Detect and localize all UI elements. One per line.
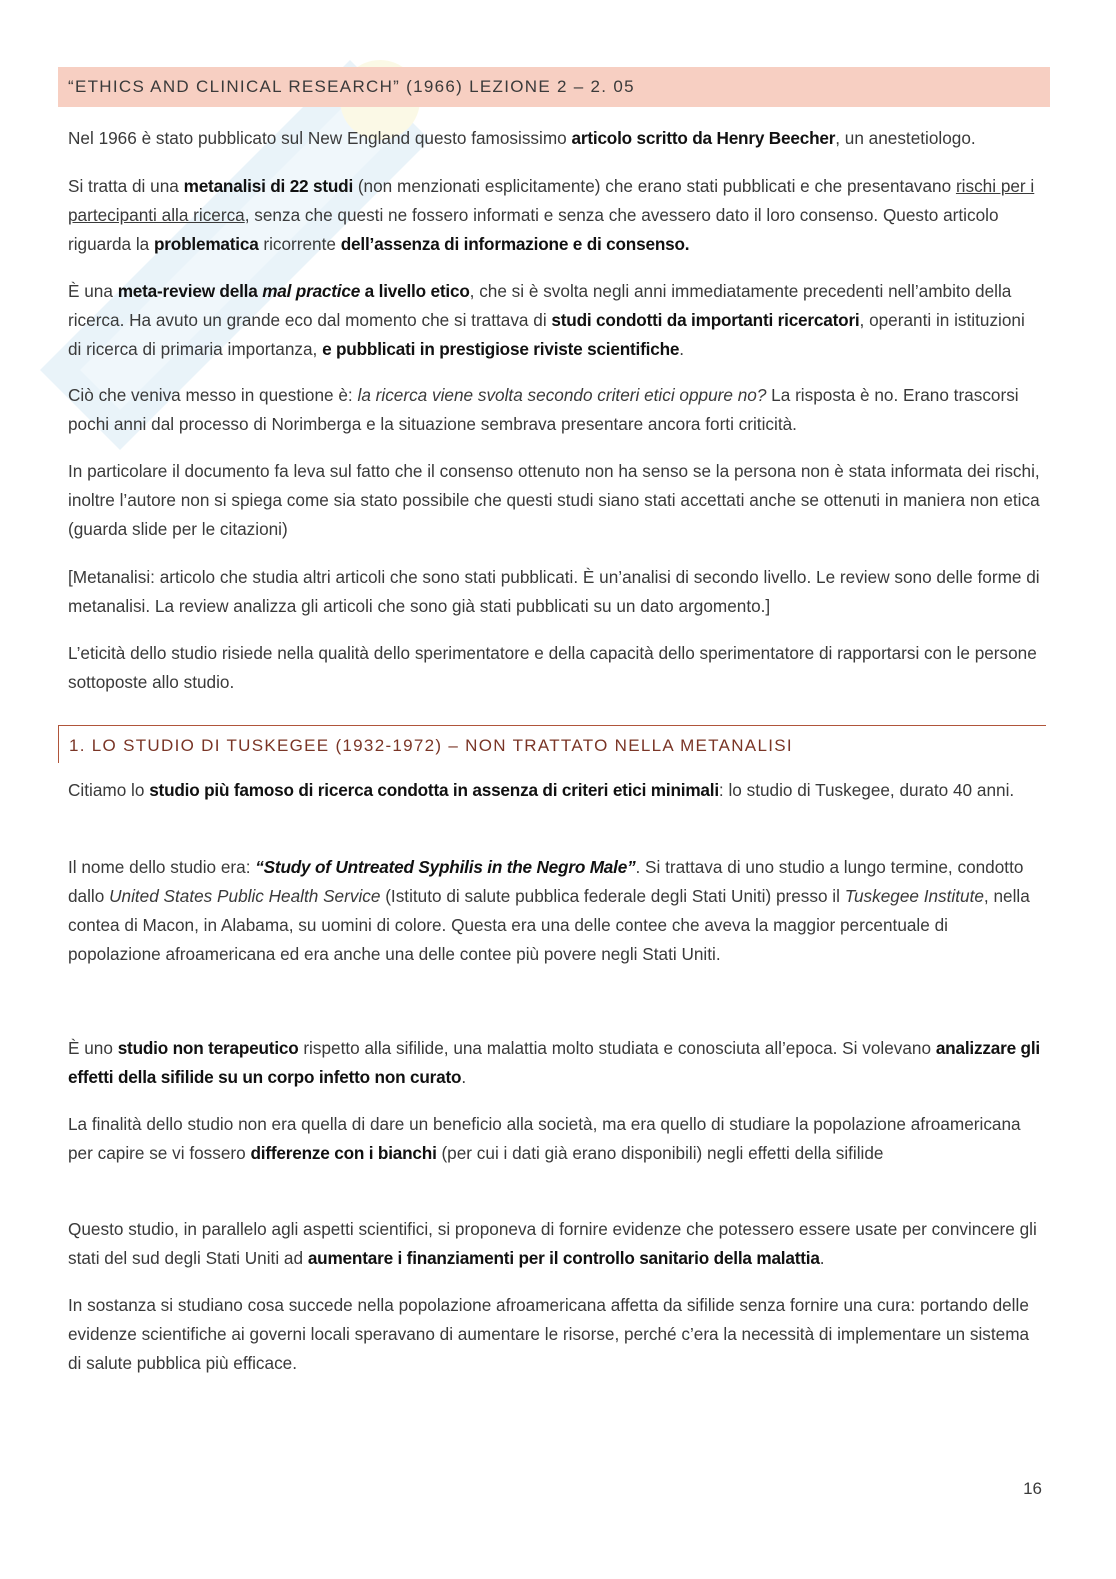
paragraph: [Metanalisi: articolo che studia altri articoli che sono stati pubblicati. È un’analisi di secondo livello. Le review sono delle forme di metanalisi. La review analizza gli articoli che sono già stati pubblicati su un dato argomento.] xyxy=(68,567,1040,616)
paragraph: È una meta-review della mal practice a livello etico, che si è svolta negli anni immediatamente precedenti nell’ambito della ricerca. Ha avuto un grande eco dal momento che si trattava di studi condotti da importanti ricercatori, operanti in istituzioni di ricerca di primaria importanza, e pubblicati in prestigiose riviste scientifiche. xyxy=(68,281,1025,359)
section-heading-ethics-clinical-research: “ETHICS AND CLINICAL RESEARCH” (1966) LEZIONE 2 – 2. 05 xyxy=(58,67,1050,107)
paragraph: Il nome dello studio era: “Study of Untreated Syphilis in the Negro Male”. Si trattava di uno studio a lungo termine, condotto dallo United States Public Health Service (Istituto di salute pubblica federale degli Stati Uniti) presso il Tuskegee Institute, nella contea di Macon, in Alabama, su uomini di colore. Questa era una delle contee che aveva la maggior percentuale di popolazione afroamericana ed era anche una delle contee più povere negli Stati Uniti. xyxy=(68,857,1030,964)
paragraph: Nel 1966 è stato pubblicato sul New England questo famosissimo articolo scritto da Henry Beecher, un anestetiologo. xyxy=(68,128,976,148)
paragraph: Citiamo lo studio più famoso di ricerca condotta in assenza di criteri etici minimali: lo studio di Tuskegee, durato 40 anni. xyxy=(68,780,1015,800)
paragraph: L’eticità dello studio risiede nella qualità dello sperimentatore e della capacità dello sperimentatore di rapportarsi con le persone sottoposte allo studio. xyxy=(68,643,1037,692)
paragraph: In sostanza si studiano cosa succede nella popolazione afroamericana affetta da sifilide senza fornire una cura: portando delle evidenze scientifiche ai governi locali speravano di aumentare le risorse, perché c’era la necessità di implementare un sistema di salute pubblica più efficace. xyxy=(68,1295,1030,1373)
paragraph: Questo studio, in parallelo agli aspetti scientifici, si proponeva di fornire evidenze che potessero essere usate per convincere gli stati del sud degli Stati Uniti ad aumentare i finanziamenti per il controllo sanitario della malattia. xyxy=(68,1219,1037,1268)
page-number: 16 xyxy=(1023,1479,1042,1498)
paragraph: La finalità dello studio non era quella di dare un beneficio alla società, ma era quello di studiare la popolazione afroamericana per capire se vi fossero differenze con i bianchi (per cui i dati già erano disponibili) negli effetti della sifilide xyxy=(68,1114,1021,1163)
paragraph: Ciò che veniva messo in questione è: la ricerca viene svolta secondo criteri etici oppure no? La risposta è no. Erano trascorsi pochi anni dal processo di Norimberga e la situazione sembrava presentare ancora forti criticità. xyxy=(68,385,1019,434)
paragraph: In particolare il documento fa leva sul fatto che il consenso ottenuto non ha senso se la persona non è stata informata dei rischi, inoltre l’autore non si spiega come sia stato possibile che questi studi siano stati accettati anche se ottenuti in maniera non etica (guarda slide per le citazioni) xyxy=(68,461,1040,539)
paragraph: Si tratta di una metanalisi di 22 studi (non menzionati esplicitamente) che erano stati pubblicati e che presentavano rischi per i partecipanti alla ricerca, senza che questi ne fossero informati e senza che avessero dato il loro consenso. Questo articolo riguarda la problematica ricorrente dell’assenza di informazione e di consenso. xyxy=(68,176,1035,254)
section-heading-tuskegee: 1. LO STUDIO DI TUSKEGEE (1932-1972) – NON TRATTATO NELLA METANALISI xyxy=(58,725,1046,763)
paragraph: È uno studio non terapeutico rispetto alla sifilide, una malattia molto studiata e conosciuta all’epoca. Si volevano analizzare gli effetti della sifilide su un corpo infetto non curato. xyxy=(68,1038,1040,1087)
